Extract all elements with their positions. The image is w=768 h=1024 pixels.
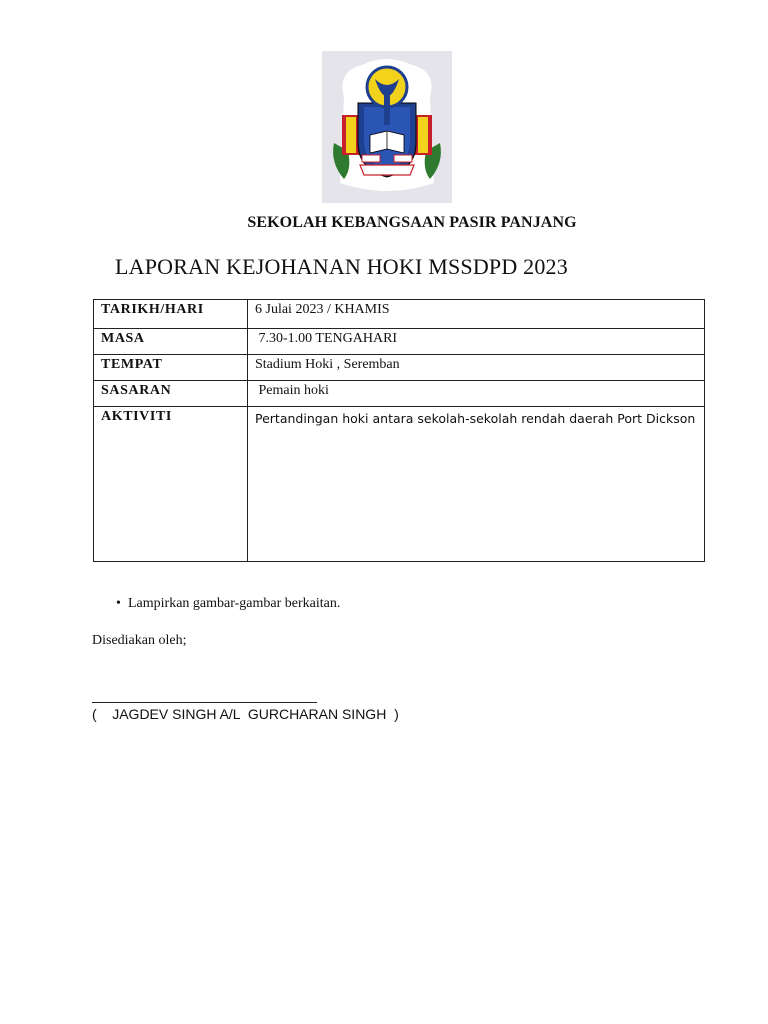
row-value-sasaran: Pemain hoki bbox=[248, 381, 705, 407]
prepared-by-label: Disediakan oleh; bbox=[92, 633, 187, 648]
bullet-icon: • bbox=[116, 596, 121, 611]
report-details-table bbox=[93, 299, 705, 562]
row-value-tarikh: 6 Julai 2023 / KHAMIS bbox=[248, 300, 705, 329]
attachment-note-text: Lampirkan gambar-gambar berkaitan. bbox=[128, 596, 341, 611]
table-row bbox=[94, 381, 705, 407]
row-value-tempat: Stadium Hoki , Seremban bbox=[248, 355, 705, 381]
table-row bbox=[94, 355, 705, 381]
row-value-masa: 7.30-1.00 TENGAHARI bbox=[248, 329, 705, 355]
table-row bbox=[94, 300, 705, 329]
attachment-note bbox=[116, 596, 340, 612]
table-row bbox=[94, 329, 705, 355]
row-label-aktiviti: AKTIVITI bbox=[94, 407, 248, 562]
row-value-aktiviti: Pertandingan hoki antara sekolah-sekolah rendah daerah Port Dickson bbox=[248, 407, 705, 562]
crest-icon bbox=[322, 51, 452, 203]
row-label-sasaran: SASARAN bbox=[94, 381, 248, 407]
signature-line bbox=[92, 702, 317, 703]
row-label-tarikh: TARIKH/HARI bbox=[94, 300, 248, 329]
report-title: LAPORAN KEJOHANAN HOKI MSSDPD 2023 bbox=[115, 254, 568, 279]
row-label-tempat: TEMPAT bbox=[94, 355, 248, 381]
signatory-name: ( JAGDEV SINGH A/L GURCHARAN SINGH ) bbox=[92, 706, 399, 722]
row-label-masa: MASA bbox=[94, 329, 248, 355]
school-name: SEKOLAH KEBANGSAAN PASIR PANJANG bbox=[247, 214, 577, 231]
table-row bbox=[94, 407, 705, 562]
school-crest-logo bbox=[322, 51, 452, 203]
